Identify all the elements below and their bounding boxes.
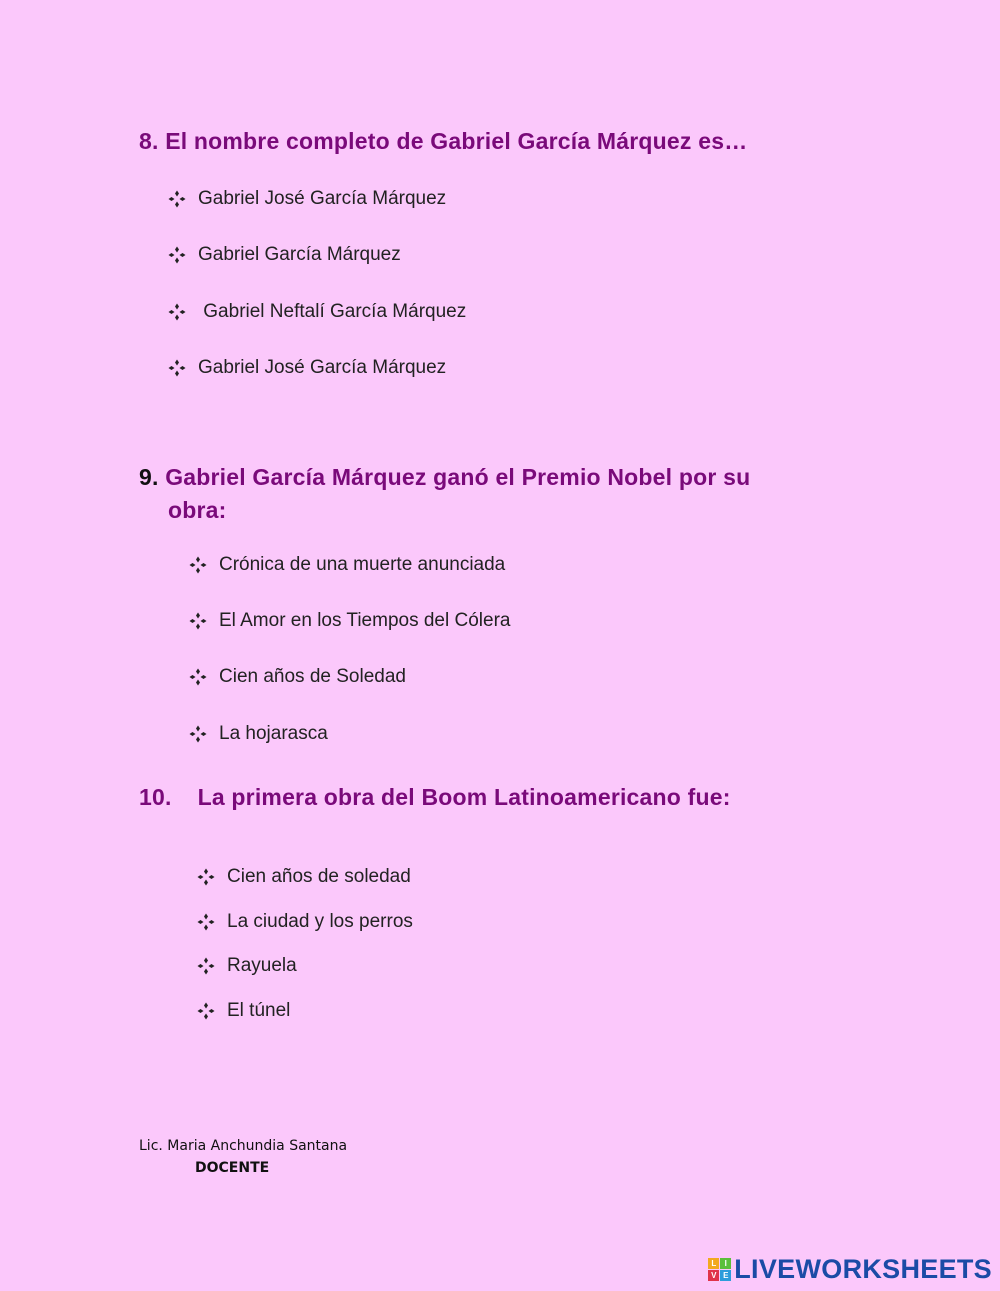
logo-block: L [708, 1258, 719, 1269]
signature-block [139, 1135, 347, 1179]
diamond-bullet-icon [189, 725, 207, 743]
diamond-bullet-icon [168, 190, 186, 208]
question-8-option-1[interactable] [168, 188, 446, 210]
option-label: Gabriel José García Márquez [198, 357, 447, 378]
question-9-title [139, 461, 750, 527]
question-8-text: El nombre completo de Gabriel García Márquez es… [165, 128, 748, 154]
liveworksheets-logo [708, 1254, 992, 1285]
option-label: Rayuela [227, 955, 297, 976]
question-9-text-line2: obra: [168, 497, 227, 523]
logo-block: E [720, 1270, 731, 1281]
option-label: Cien años de soledad [227, 866, 411, 887]
question-10-option-1[interactable] [197, 866, 411, 888]
question-8-title [139, 128, 747, 155]
question-10-title [139, 784, 731, 811]
option-label: Cien años de Soledad [219, 666, 406, 687]
logo-text: LIVEWORKSHEETS [734, 1254, 992, 1284]
option-label: El túnel [227, 1000, 291, 1021]
diamond-bullet-icon [197, 1002, 215, 1020]
question-10-option-4[interactable] [197, 1000, 290, 1022]
option-label: La hojarasca [219, 723, 328, 744]
question-10-number: 10. [139, 784, 172, 810]
question-8-option-2[interactable] [168, 244, 401, 266]
logo-block: I [720, 1258, 731, 1269]
signature-name: Lic. Maria Anchundia Santana [139, 1138, 348, 1154]
option-label: Gabriel Neftalí García Márquez [198, 301, 467, 322]
question-10-text: La primera obra del Boom Latinoamericano fue: [197, 784, 731, 810]
option-label: La ciudad y los perros [227, 911, 413, 932]
diamond-bullet-icon [168, 246, 186, 264]
diamond-bullet-icon [168, 303, 186, 321]
question-8-option-4[interactable] [168, 357, 446, 379]
question-8-option-3[interactable] [168, 301, 466, 323]
option-label: Crónica de una muerte anunciada [219, 554, 506, 575]
diamond-bullet-icon [168, 359, 186, 377]
diamond-bullet-icon [189, 668, 207, 686]
diamond-bullet-icon [197, 957, 215, 975]
question-10-option-2[interactable] [197, 911, 413, 933]
option-label: Gabriel García Márquez [198, 244, 401, 265]
diamond-bullet-icon [197, 913, 215, 931]
option-label: Gabriel José García Márquez [198, 188, 447, 209]
question-9-option-3[interactable] [189, 666, 406, 688]
question-9-option-4[interactable] [189, 723, 328, 745]
diamond-bullet-icon [189, 556, 207, 574]
question-9-option-2[interactable] [189, 610, 510, 632]
question-8-number: 8. [139, 128, 159, 154]
signature-role: DOCENTE [195, 1160, 270, 1176]
question-9-text-line1: Gabriel García Márquez ganó el Premio Nobel por su [165, 464, 751, 490]
diamond-bullet-icon [197, 868, 215, 886]
question-10-option-3[interactable] [197, 955, 297, 977]
diamond-bullet-icon [189, 612, 207, 630]
option-label: El Amor en los Tiempos del Cólera [219, 610, 511, 631]
question-9-option-1[interactable] [189, 554, 505, 576]
logo-blocks-icon [708, 1258, 731, 1281]
question-9-number: 9. [139, 464, 159, 490]
logo-block: V [708, 1270, 719, 1281]
